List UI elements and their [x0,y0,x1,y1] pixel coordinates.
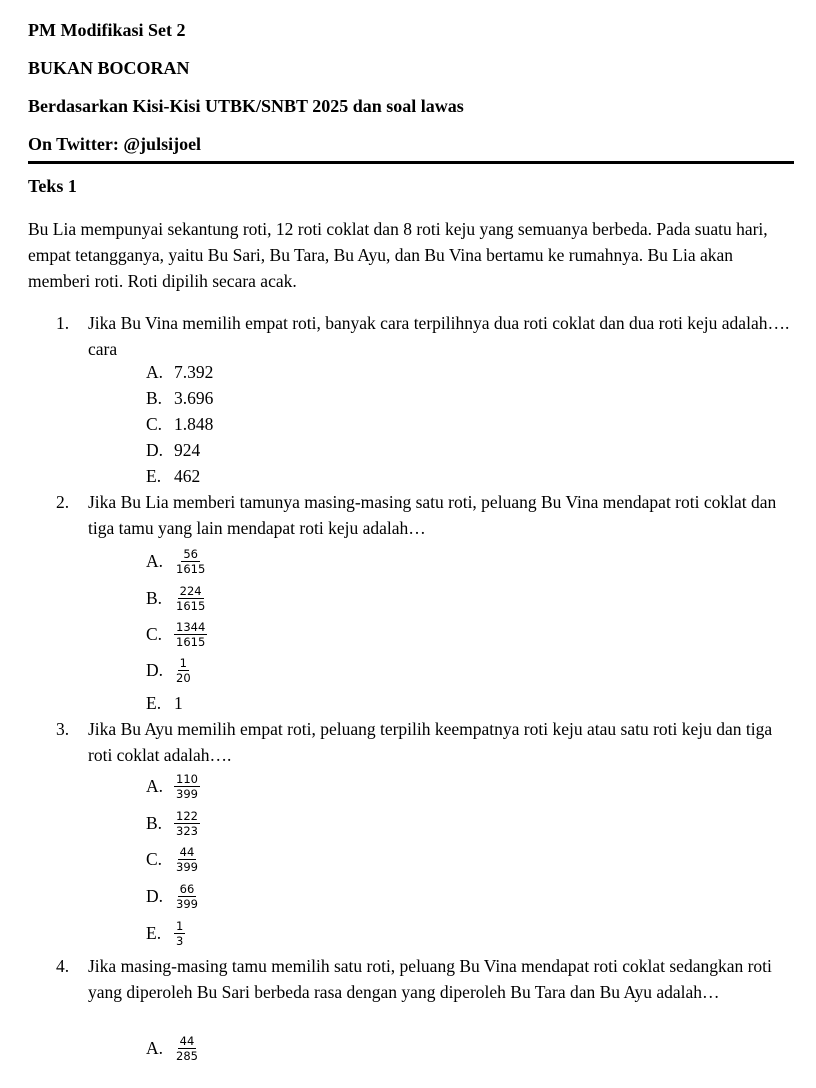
denominator: 399 [176,859,198,874]
header-twitter: On Twitter: @julsijoel [28,134,202,154]
question-text: Jika Bu Ayu memilih empat roti, peluang terpilih keempatnya roti keju atau satu roti keju dan tiga roti coklat adalah…. [88,719,773,765]
option-label: E. [146,693,162,713]
fraction [174,919,185,948]
numerator: 66 [179,881,195,896]
fraction [174,882,200,911]
option-value: 1.848 [174,414,214,434]
question-1 [56,310,796,362]
denominator: 399 [176,896,198,911]
fraction [174,584,207,613]
numerator: 122 [176,808,198,823]
denominator: 323 [176,823,198,838]
denominator: 285 [176,1048,198,1063]
fraction [174,809,200,838]
fraction [174,1034,200,1063]
header-subtitle: Berdasarkan Kisi-Kisi UTBK/SNBT 2025 dan soal lawas [28,96,464,116]
option-3d[interactable] [146,878,200,914]
option-label: D. [146,440,164,460]
option-label: C. [146,848,163,869]
option-label: C. [146,414,163,434]
option-3b[interactable] [146,805,200,841]
question-number: 3. [56,719,70,739]
question-3 [56,716,796,768]
option-value: 7.392 [174,362,214,382]
option-label: B. [146,587,163,608]
option-label: E. [146,466,162,486]
option-label: A. [146,362,164,382]
fraction [174,772,200,801]
option-label: E. [146,922,162,943]
option-label: A. [146,550,164,571]
question-text: Jika Bu Vina memilih empat roti, banyak cara terpilihnya dua roti coklat dan dua roti keju adalah…. cara [88,313,790,359]
numerator: 1 [176,918,184,933]
numerator: 224 [179,583,202,598]
option-value: 3.696 [174,388,214,408]
header-disclaimer: BUKAN BOCORAN [28,58,190,78]
question-number: 4. [56,956,70,976]
option-label: A. [146,1037,164,1058]
numerator: 1 [179,655,187,670]
numerator: 44 [179,844,195,859]
numerator: 44 [179,1033,195,1048]
fraction [174,620,207,649]
section-title: Teks 1 [28,176,77,196]
option-value: 1 [174,693,183,713]
option-1a[interactable] [146,359,213,385]
numerator: 1344 [176,619,206,634]
option-label: D. [146,885,164,906]
option-label: D. [146,659,164,680]
denominator: 399 [176,786,198,801]
denominator: 1615 [176,561,206,576]
option-value: 462 [174,466,201,486]
fraction [174,845,200,874]
option-label: A. [146,775,164,796]
numerator: 56 [183,546,198,561]
option-label: C. [146,623,163,644]
option-2a[interactable] [146,543,207,579]
option-2d[interactable] [146,652,193,688]
option-label: B. [146,812,163,833]
fraction [174,547,207,576]
denominator: 3 [176,933,184,948]
denominator: 20 [176,670,191,685]
question-2 [56,489,796,541]
passage-text: Bu Lia mempunyai sekantung roti, 12 roti coklat dan 8 roti keju yang semuanya berbeda. Pada suatu hari, empat tetangganya, yaitu Bu Sari, Bu Tara, Bu Ayu, dan Bu Vina bertamu ke rumahnya. Bu Lia akan memberi roti. Roti dipilih secara acak. [28,219,768,291]
header-title: PM Modifikasi Set 2 [28,20,186,40]
question-number: 2. [56,492,70,512]
option-3e[interactable] [146,915,185,951]
option-4a[interactable] [146,1030,200,1066]
option-1d[interactable] [146,437,200,463]
question-number: 1. [56,313,70,333]
option-3c[interactable] [146,841,200,877]
question-4 [56,953,796,1005]
option-1e[interactable] [146,463,200,489]
question-text: Jika Bu Lia memberi tamunya masing-masing satu roti, peluang Bu Vina mendapat roti coklat dan tiga tamu yang lain mendapat roti keju adalah… [88,492,777,538]
question-text: Jika masing-masing tamu memilih satu roti, peluang Bu Vina mendapat roti coklat sedangkan roti yang diperoleh Bu Sari berbeda rasa dengan yang diperoleh Bu Tara dan Bu Ayu adalah… [88,956,772,1002]
option-2e[interactable] [146,690,183,716]
option-3a[interactable] [146,768,200,804]
option-1c[interactable] [146,411,213,437]
option-label: B. [146,388,163,408]
option-2b[interactable] [146,580,207,616]
denominator: 1615 [176,598,206,613]
option-2c[interactable] [146,616,207,652]
fraction [174,656,193,685]
header-divider [28,161,794,164]
option-1b[interactable] [146,385,213,411]
denominator: 1615 [176,634,206,649]
option-value: 924 [174,440,201,460]
numerator: 110 [176,771,198,786]
